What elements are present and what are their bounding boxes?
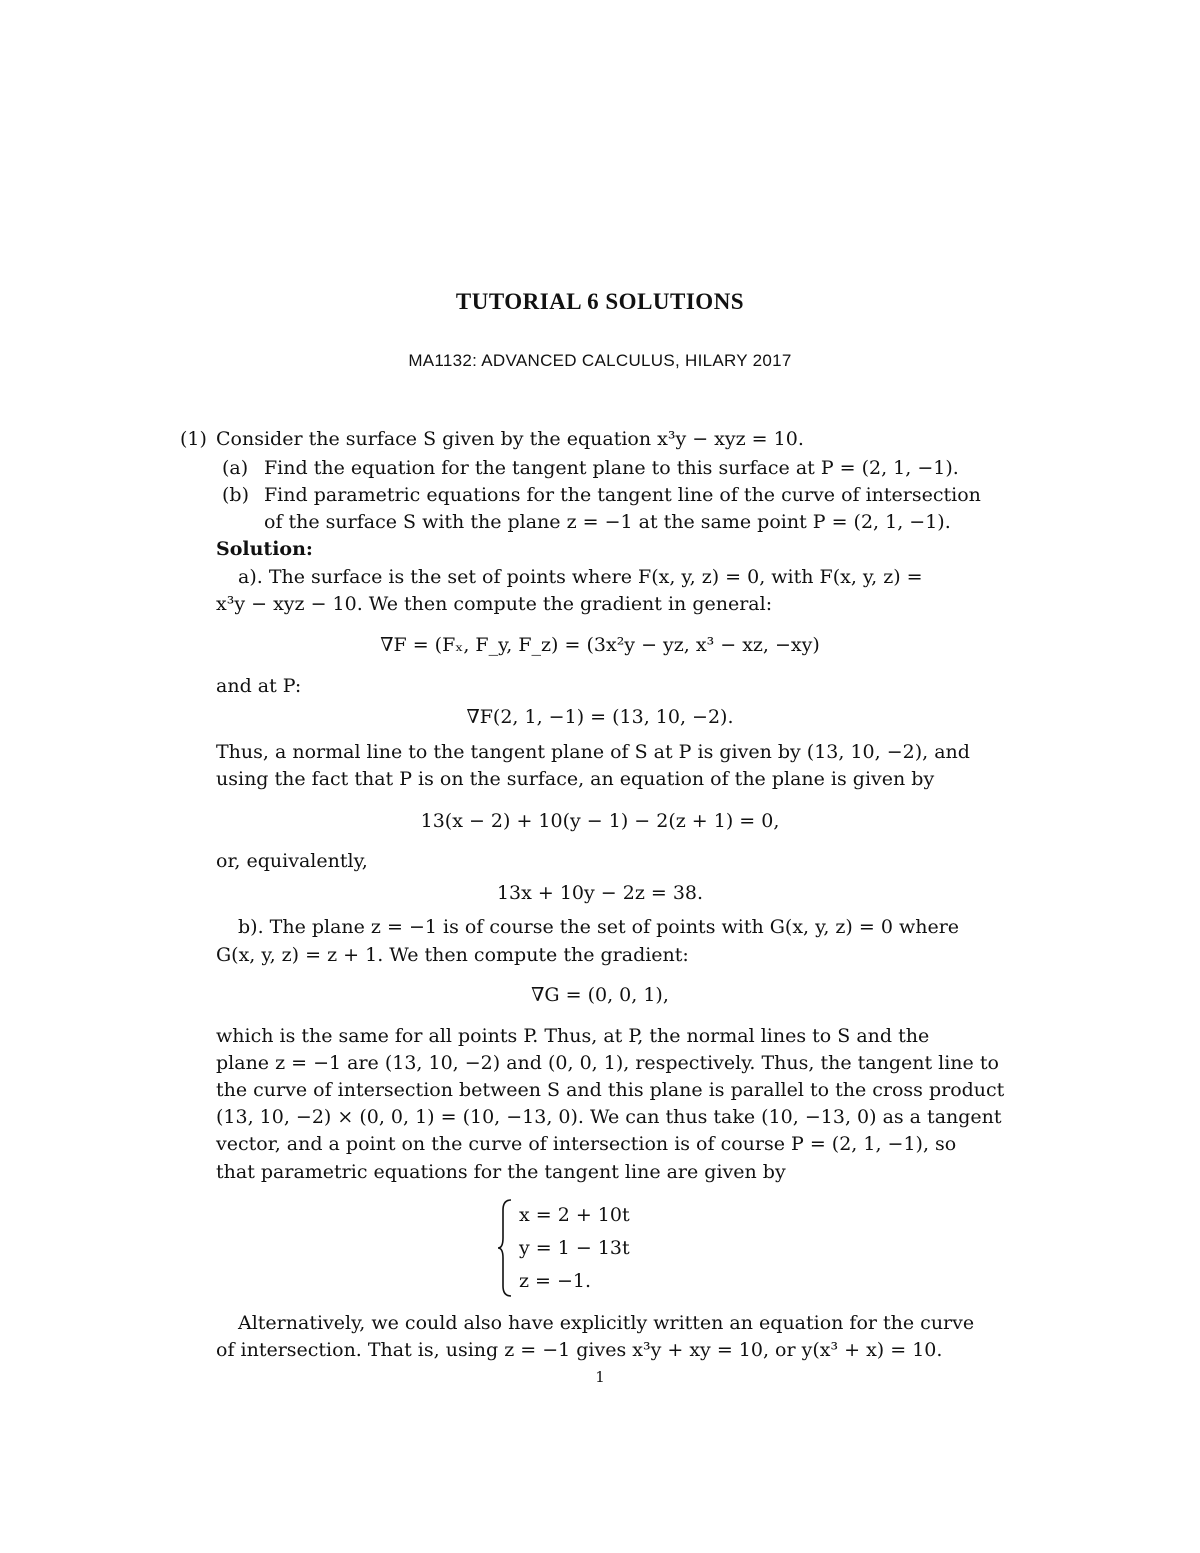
solution-a-line-4: using the fact that P is on the surface, an equation of the plane is given by — [216, 768, 935, 790]
parametric-x: x = 2 + 10t — [519, 1204, 630, 1226]
solution-heading: Solution: — [216, 538, 313, 560]
part-a-text: Find the equation for the tangent plane to this surface at P = (2, 1, −1). — [264, 457, 959, 479]
equation-gradient-g: ∇G = (0, 0, 1), — [531, 984, 669, 1006]
solution-b-line-2: G(x, y, z) = z + 1. We then compute the gradient: — [216, 944, 689, 966]
solution-b-line-8: that parametric equations for the tangent line are given by — [216, 1161, 786, 1183]
parametric-z: z = −1. — [519, 1270, 592, 1292]
equation-tangent-plane: 13(x − 2) + 10(y − 1) − 2(z + 1) = 0, — [420, 810, 780, 832]
solution-a-line-2: x³y − xyz − 10. We then compute the gradient in general: — [216, 593, 773, 615]
solution-b-line-6: (13, 10, −2) × (0, 0, 1) = (10, −13, 0). We can thus take (10, −13, 0) as a tangent — [216, 1106, 1002, 1128]
solution-a-line-1: a). The surface is the set of points where F(x, y, z) = 0, with F(x, y, z) = — [238, 566, 923, 588]
equation-plane-simplified: 13x + 10y − 2z = 38. — [496, 882, 704, 904]
left-brace-icon — [497, 1198, 513, 1298]
alternative-line-2: of intersection. That is, using z = −1 gives x³y + xy = 10, or y(x³ + x) = 10. — [216, 1339, 943, 1361]
equation-gradient-at-p: ∇F(2, 1, −1) = (13, 10, −2). — [466, 706, 734, 728]
solution-b-line-7: vector, and a point on the curve of intersection is of course P = (2, 1, −1), so — [216, 1133, 957, 1155]
part-b-text-2: of the surface S with the plane z = −1 at the same point P = (2, 1, −1). — [264, 511, 951, 533]
part-a-label: (a) — [222, 457, 249, 479]
page-subtitle: MA1132: ADVANCED CALCULUS, HILARY 2017 — [408, 351, 792, 370]
and-at-p: and at P: — [216, 675, 302, 697]
part-b-label: (b) — [222, 484, 249, 506]
solution-b-line-5: the curve of intersection between S and this plane is parallel to the cross product — [216, 1079, 1005, 1101]
solution-b-line-3: which is the same for all points P. Thus, at P, the normal lines to S and the — [216, 1025, 930, 1047]
solution-b-line-4: plane z = −1 are (13, 10, −2) and (0, 0, 1), respectively. Thus, the tangent line to — [216, 1052, 999, 1074]
page-number: 1 — [595, 1368, 605, 1386]
parametric-y: y = 1 − 13t — [519, 1237, 630, 1259]
problem-number: (1) — [180, 428, 207, 450]
equation-gradient-f: ∇F = (Fₓ, F_y, F_z) = (3x²y − yz, x³ − xz, −xy) — [380, 634, 820, 656]
alternative-line-1: Alternatively, we could also have explicitly written an equation for the curve — [238, 1312, 975, 1334]
page-title: TUTORIAL 6 SOLUTIONS — [455, 289, 745, 314]
solution-b-line-1: b). The plane z = −1 is of course the set of points with G(x, y, z) = 0 where — [238, 916, 960, 938]
part-b-text-1: Find parametric equations for the tangent line of the curve of intersection — [264, 484, 981, 506]
problem-statement: Consider the surface S given by the equation x³y − xyz = 10. — [216, 428, 804, 450]
equivalently-text: or, equivalently, — [216, 850, 368, 872]
solution-a-line-3: Thus, a normal line to the tangent plane of S at P is given by (13, 10, −2), and — [216, 741, 970, 763]
